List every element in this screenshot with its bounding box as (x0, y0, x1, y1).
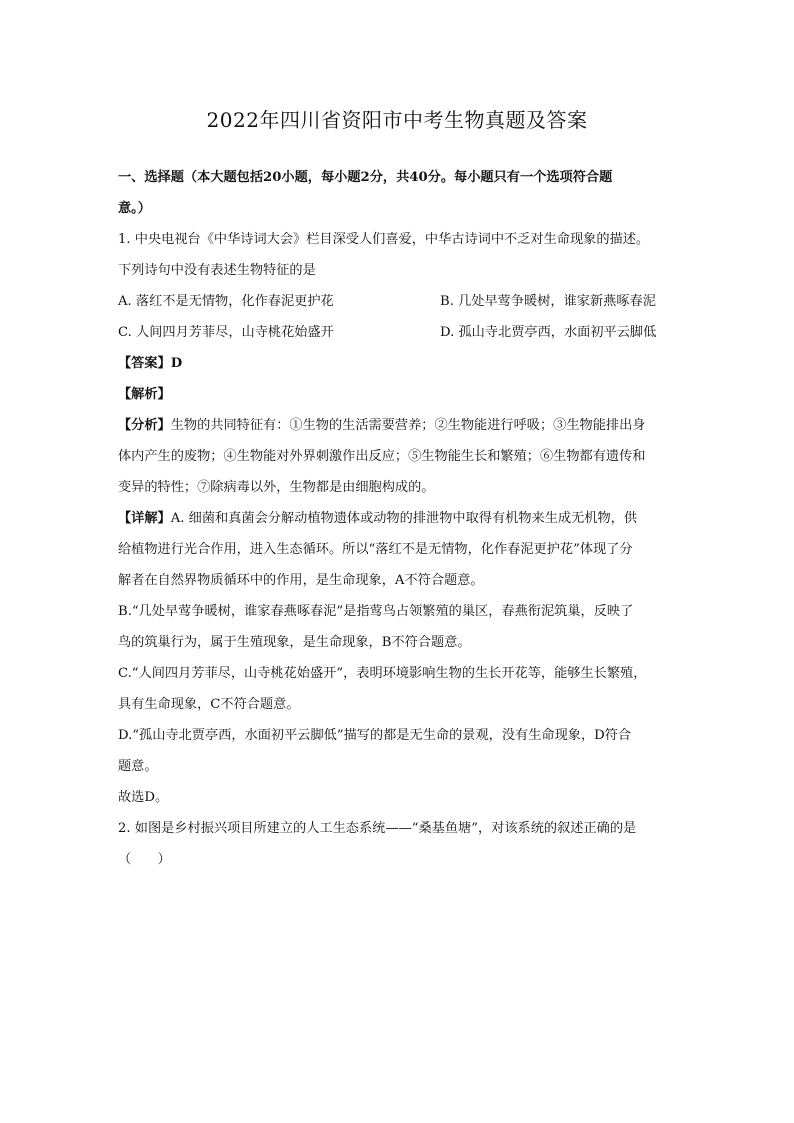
detail-a-line3: 解者在自然界物质循环中的作用，是生命现象，A不符合题意。 (118, 573, 484, 588)
question-1-stem-line2: 下列诗句中没有表述生物特征的是 (118, 263, 316, 278)
question-1-stem-line1: 1. 中央电视台《中华诗词大会》栏目深受人们喜爱，中华古诗词中不乏对生命现象的描述。 (118, 232, 650, 247)
document-body (118, 162, 678, 875)
fenxi-line1 (118, 410, 678, 441)
section-heading-line1: 一、选择题（本大题包括20小题，每小题2分，共40分。每小题只有一个选项符合题 (118, 170, 613, 185)
fenxi-line3: 变异的特性；⑦除病毒以外，生物都是由细胞构成的。 (118, 480, 435, 495)
fenxi-text1: 生物的共同特征有：①生物的生活需要营养；②生物能进行呼吸；③生物能排出身 (170, 418, 646, 433)
option-b: B. 几处早莺争暖树，谁家新燕啄春泥 (440, 294, 656, 309)
detail-d-line2: 题意。 (118, 759, 158, 774)
option-a: A. 落红不是无情物，化作春泥更护花 (118, 294, 334, 309)
fenxi-line2: 体内产生的废物；④生物能对外界刺激作出反应；⑤生物能生长和繁殖；⑥生物都有遗传和 (118, 449, 646, 464)
answer-line: 【答案】D (118, 356, 183, 371)
question-1-options-row2 (118, 317, 678, 348)
page-title: 2022年四川省资阳市中考生物真题及答案 (206, 108, 588, 132)
question-1-options-row1 (118, 286, 678, 317)
conclusion-line: 故选D。 (118, 790, 169, 805)
detail-c-line2: 具有生命现象，C不符合题意。 (118, 697, 300, 712)
detail-b-line1: B.“几处早莺争暖树，谁家春燕啄春泥”是指莺鸟占领繁殖的巢区，春燕衔泥筑巢，反映了 (118, 604, 634, 619)
analysis-label: 【解析】 (118, 387, 171, 402)
detail-c-line1: C.“人间四月芳菲尽，山寺桃花始盛开”，表明环境影响生物的生长开花等，能够生长繁殖， (118, 666, 647, 681)
detail-a-text1: A. 细菌和真菌会分解动植物遗体或动物的排泄物中取得有机物来生成无机物，供 (170, 511, 638, 526)
option-d: D. 孤山寺北贾亭西，水面初平云脚低 (440, 325, 657, 340)
question-2-stem-line2: （ ） (118, 852, 171, 867)
detail-a-line2: 给植物进行光合作用，进入生态循环。所以“落红不是无情物，化作春泥更护花”体现了分 (118, 542, 633, 557)
detail-b-line2: 鸟的筑巢行为，属于生殖现象，是生命现象，B不符合题意。 (118, 635, 471, 650)
detail-tag: 【详解】 (118, 511, 171, 526)
option-c: C. 人间四月芳菲尽，山寺桃花始盛开 (118, 325, 334, 340)
fenxi-tag: 【分析】 (118, 418, 171, 433)
question-2-stem-line1: 2. 如图是乡村振兴项目所建立的人工生态系统——“桑基鱼塘”，对该系统的叙述正确的是 (118, 821, 637, 836)
detail-d-line1: D.“孤山寺北贾亭西，水面初平云脚低”描写的都是无生命的景观，没有生命现象，D符合 (118, 728, 632, 743)
section-heading-line2: 意。） (118, 201, 151, 216)
detail-a-line1 (118, 503, 678, 534)
